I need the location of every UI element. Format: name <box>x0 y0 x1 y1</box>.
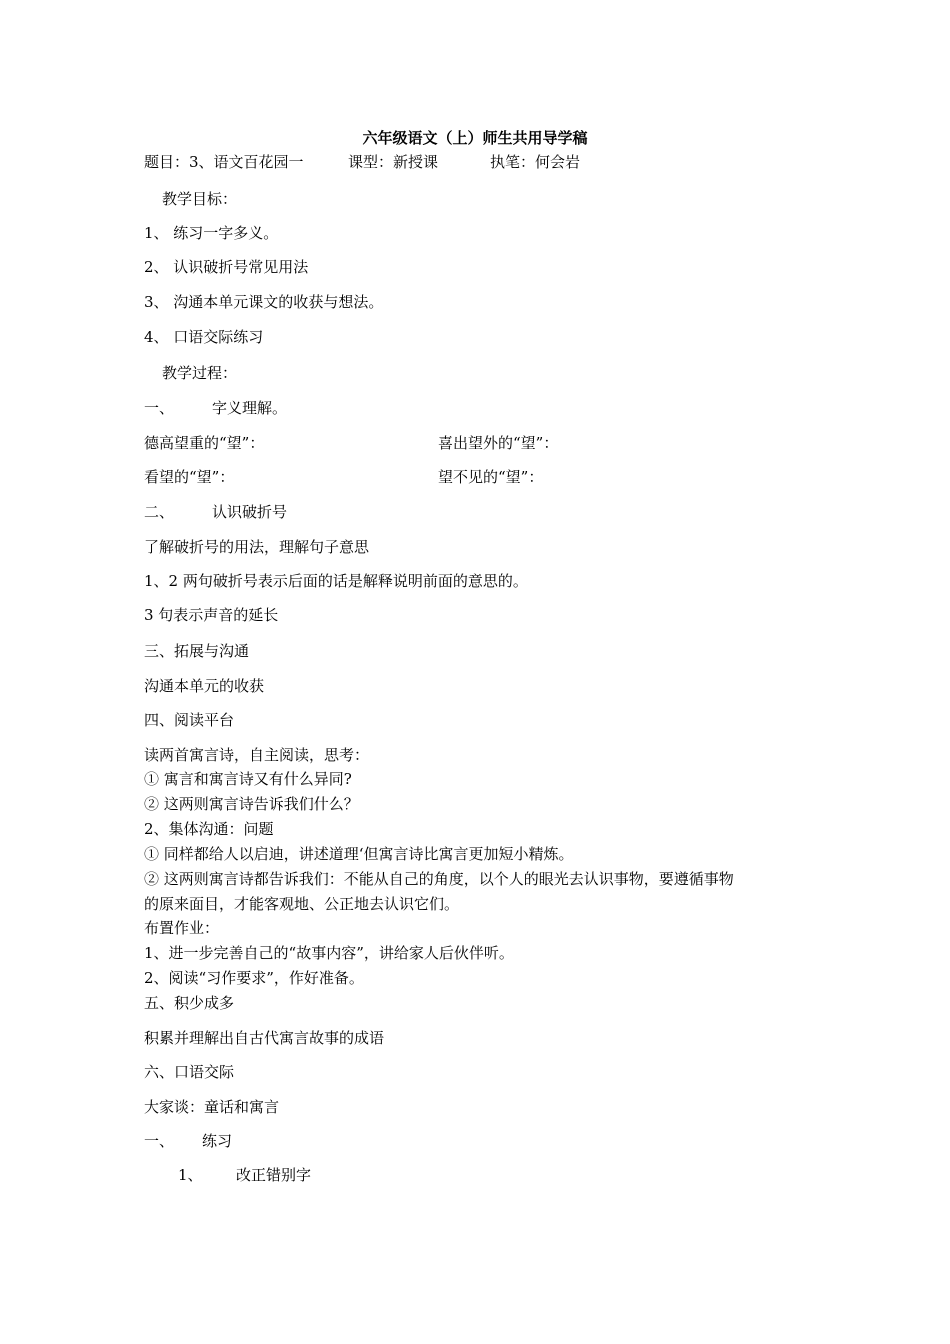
section-title: 三、拓展与沟通 <box>144 642 250 660</box>
body-line: 3 句表示声音的延长 <box>144 606 279 624</box>
goal-item: 4、 口语交际练习 <box>144 328 264 346</box>
section-number: 二、 <box>144 503 175 521</box>
header-topic: 题目：3、语文百花园一 <box>144 153 304 171</box>
process-heading: 教学过程： <box>162 364 238 382</box>
body-line: ② 这两则寓言诗告诉我们什么？ <box>144 795 359 813</box>
homework-item: 2、阅读“习作要求”，作好准备。 <box>144 969 364 987</box>
section-title: 练习 <box>202 1132 233 1150</box>
section-title: 六、口语交际 <box>144 1063 235 1081</box>
body-line: ① 寓言和寓言诗又有什么异同? <box>144 770 352 788</box>
document-title: 六年级语文（上）师生共用导学稿 <box>362 129 588 147</box>
body-line: 1、2 两句破折号表示后面的话是解释说明前面的意思的。 <box>144 572 528 590</box>
body-line: 读两首寓言诗，自主阅读，思考： <box>144 746 370 764</box>
body-line: 大家谈：童话和寓言 <box>144 1098 280 1116</box>
section-title: 字义理解。 <box>212 399 288 417</box>
section-title: 认识破折号 <box>212 503 288 521</box>
section-number: 一、 <box>144 1132 175 1150</box>
goal-item: 2、 认识破折号常见用法 <box>144 258 309 276</box>
header-author: 执笔：何会岩 <box>490 153 581 171</box>
body-line: 积累并理解出自古代寓言故事的成语 <box>144 1029 385 1047</box>
word-meaning-item: 看望的“望”： <box>144 468 235 486</box>
goal-item: 1、 练习一字多义。 <box>144 224 279 242</box>
word-meaning-item: 望不见的“望”： <box>438 468 544 486</box>
word-meaning-item: 德高望重的“望”： <box>144 434 265 452</box>
word-meaning-item: 喜出望外的“望”： <box>438 434 559 452</box>
body-line: 了解破折号的用法，理解句子意思 <box>144 538 370 556</box>
homework-item: 1、进一步完善自己的“故事内容”，讲给家人后伙伴听。 <box>144 944 514 962</box>
section-title: 四、阅读平台 <box>144 711 235 729</box>
body-line: ① 同样都给人以启迪，讲述道理‘但寓言诗比寓言更加短小精炼。 <box>144 845 574 863</box>
goal-item: 3、 沟通本单元课文的收获与想法。 <box>144 293 384 311</box>
subsection-title: 改正错别字 <box>236 1166 312 1184</box>
header-lesson-type: 课型：新授课 <box>348 153 439 171</box>
body-line: ② 这两则寓言诗都告诉我们：不能从自己的角度，以个人的眼光去认识事物，要遵循事物 <box>144 870 734 888</box>
section-number: 一、 <box>144 399 175 417</box>
body-line: 2、集体沟通：问题 <box>144 820 274 838</box>
goals-heading: 教学目标： <box>162 190 238 208</box>
homework-heading: 布置作业： <box>144 919 220 937</box>
body-line: 沟通本单元的收获 <box>144 677 265 695</box>
body-line: 的原来面目，才能客观地、公正地去认识它们。 <box>144 895 460 913</box>
section-title: 五、积少成多 <box>144 994 235 1012</box>
subsection-number: 1、 <box>178 1166 203 1184</box>
